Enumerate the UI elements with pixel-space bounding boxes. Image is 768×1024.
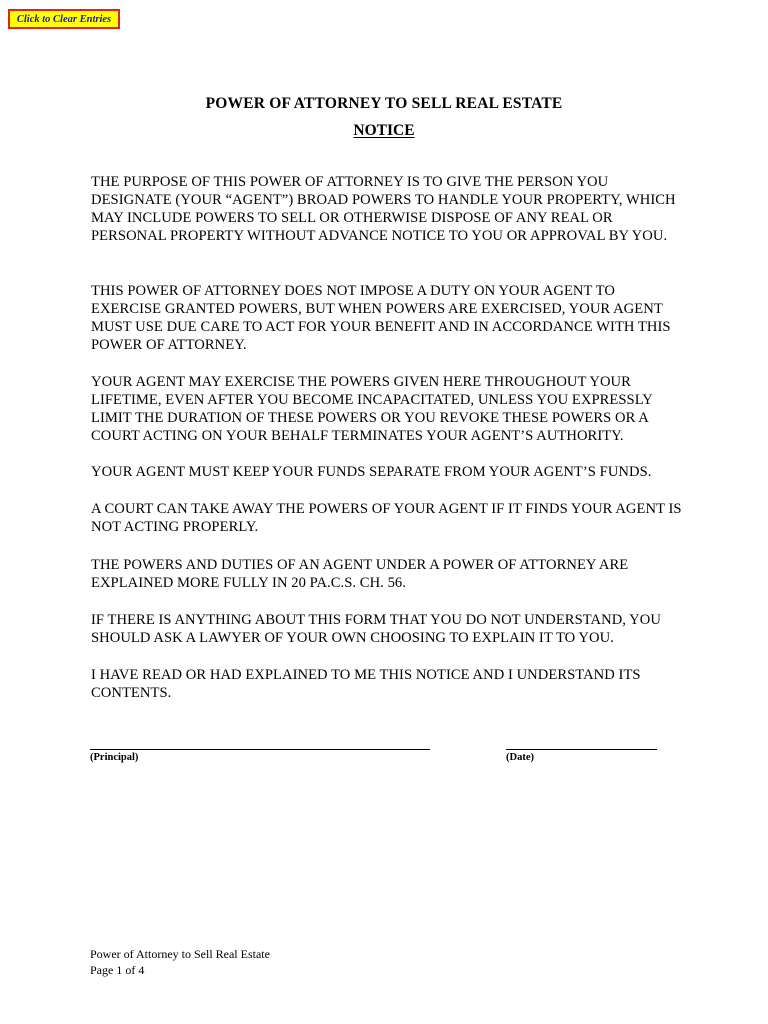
notice-heading-text: NOTICE [353, 122, 415, 139]
notice-paragraph-statute: THE POWERS AND DUTIES OF AN AGENT UNDER A POWER OF ATTORNEY ARE EXPLAINED MORE FULLY IN 20 PA.C.S. CH. 56. [91, 557, 629, 591]
notice-heading [0, 122, 768, 140]
notice-paragraph-duty: THIS POWER OF ATTORNEY DOES NOT IMPOSE A DUTY ON YOUR AGENT TO EXERCISE GRANTED POWERS, BUT WHEN POWERS ARE EXERCISED, YOUR AGENT MUST USE DUE CARE TO ACT FOR YOUR BENEFIT AND IN ACCORDANCE WITH THIS POWER OF ATTORNEY. [91, 283, 671, 353]
notice-paragraph-purpose: THE PURPOSE OF THIS POWER OF ATTORNEY IS TO GIVE THE PERSON YOU DESIGNATE (YOUR “AGENT”) BROAD POWERS TO HANDLE YOUR PROPERTY, WHICH MAY INCLUDE POWERS TO SELL OR OTHERWISE DISPOSE OF ANY REAL OR PERSONAL PROPERTY WITHOUT ADVANCE NOTICE TO YOU OR APPROVAL BY YOU. [91, 174, 676, 244]
date-signature-line[interactable] [506, 749, 657, 750]
clear-entries-button[interactable]: Click to Clear Entries [8, 9, 120, 29]
notice-paragraph-acknowledgment: I HAVE READ OR HAD EXPLAINED TO ME THIS NOTICE AND I UNDERSTAND ITS CONTENTS. [91, 667, 641, 701]
principal-signature-line[interactable] [90, 749, 430, 750]
principal-label: (Principal) [90, 752, 139, 763]
footer-document-name: Power of Attorney to Sell Real Estate [90, 947, 270, 961]
document-title: POWER OF ATTORNEY TO SELL REAL ESTATE [205, 95, 563, 112]
notice-paragraph-funds: YOUR AGENT MUST KEEP YOUR FUNDS SEPARATE FROM YOUR AGENT’S FUNDS. [91, 464, 652, 480]
notice-paragraph-lawyer: IF THERE IS ANYTHING ABOUT THIS FORM THAT YOU DO NOT UNDERSTAND, YOU SHOULD ASK A LAWYER OF YOUR OWN CHOOSING TO EXPLAIN IT TO YOU. [91, 612, 661, 646]
footer-page-number: Page 1 of 4 [90, 963, 145, 977]
notice-paragraph-court: A COURT CAN TAKE AWAY THE POWERS OF YOUR AGENT IF IT FINDS YOUR AGENT IS NOT ACTING PROPERLY. [91, 501, 682, 535]
date-label: (Date) [506, 752, 534, 763]
notice-paragraph-duration: YOUR AGENT MAY EXERCISE THE POWERS GIVEN HERE THROUGHOUT YOUR LIFETIME, EVEN AFTER YOU BECOME INCAPACITATED, UNLESS YOU EXPRESSLY LIMIT THE DURATION OF THESE POWERS OR YOU REVOKE THESE POWERS OR A COURT ACTING ON YOUR BEHALF TERMINATES YOUR AGENT’S AUTHORITY. [91, 374, 653, 444]
